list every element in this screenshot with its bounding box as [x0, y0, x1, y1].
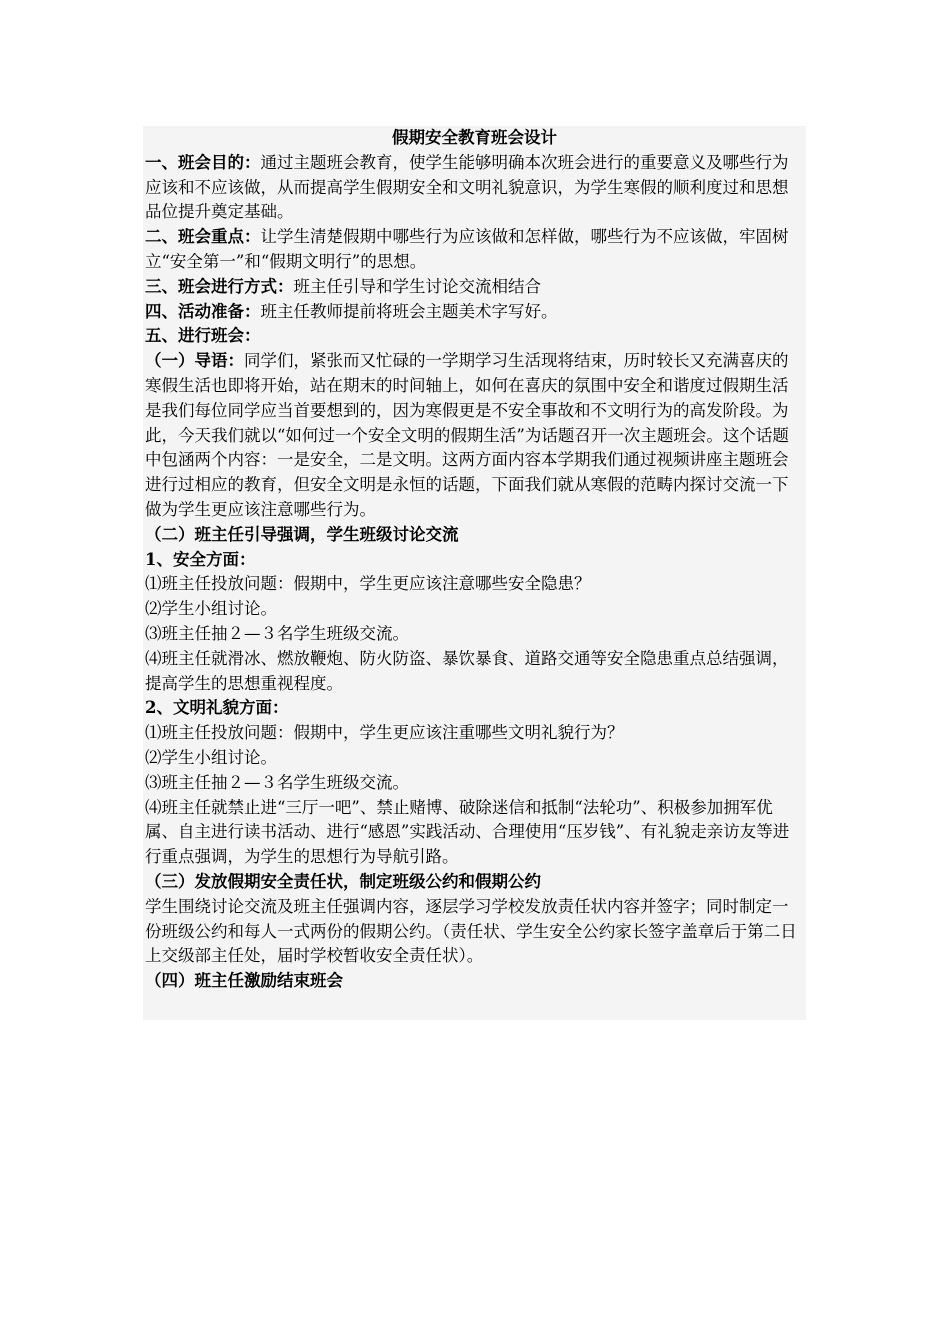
purpose-label: 一、班会目的： — [145, 152, 261, 172]
focus-paragraph — [145, 225, 804, 275]
safety-heading: 1、安全方面： — [145, 549, 256, 569]
safety-item-2: ⑵学生小组讨论。 — [145, 599, 277, 619]
purpose-text: 通过主题班会教育，使学生能够明确本次班会进行的重要意义及哪些行为应该和不应该做，从而提高学生假期安全和文明礼貌意识，为学生寒假的顺利度过和思想品位提升奠定基础。 — [145, 152, 789, 222]
intro-paragraph — [145, 349, 804, 523]
safety-item-4: ⑷班主任就滑冰、燃放鞭炮、防火防盗、暴饮暴食、道路交通等安全隐患重点总结强调，提高学生的思想重视程度。 — [145, 648, 789, 693]
civility-item-3: ⑶班主任抽２—３名学生班级交流。 — [145, 772, 409, 792]
document-title: 假期安全教育班会设计 — [392, 128, 557, 147]
civility-item-2: ⑵学生小组讨论。 — [145, 747, 277, 767]
document-body — [143, 126, 806, 1020]
part4-heading: （四）班主任激励结束班会 — [145, 971, 343, 991]
method-label: 三、班会进行方式： — [145, 276, 294, 296]
proceed-heading: 五、进行班会： — [145, 326, 261, 346]
civility-item-1: ⑴班主任投放问题：假期中，学生更应该注重哪些文明礼貌行为？ — [145, 723, 624, 743]
purpose-paragraph — [145, 151, 804, 225]
prep-paragraph — [145, 300, 804, 325]
prep-label: 四、活动准备： — [145, 301, 261, 321]
method-paragraph — [145, 275, 804, 300]
safety-item-1: ⑴班主任投放问题：假期中，学生更应该注意哪些安全隐患？ — [145, 574, 591, 594]
safety-item-3: ⑶班主任抽２—３名学生班级交流。 — [145, 623, 409, 643]
focus-label: 二、班会重点： — [145, 227, 261, 247]
part3-text: 学生围绕讨论交流及班主任强调内容，逐层学习学校发放责任状内容并签字；同时制定一份班级公约和每人一式两份的假期公约。（责任状、学生安全公约家长签字盖章后于第二日上交级部主任处，届时学校暂收安全责任状）。 — [145, 896, 797, 966]
intro-text: 同学们，紧张而又忙碌的一学期学习生活现将结束，历时较长又充满喜庆的寒假生活也即将开始，站在期末的时间轴上，如何在喜庆的氛围中安全和谐度过假期生活是我们每位同学应当首要想到的，因为寒假更是不安全事故和不文明行为的高发阶段。为此，今天我们就以“如何过一个安全文明的假期生活”为话题召开一次主题班会。这个话题中包涵两个内容：一是安全，二是文明。这两方面内容本学期我们通过视频讲座主题班会进行过相应的教育，但安全文明是永恒的话题，下面我们就从寒假的范畴内探讨交流一下做为学生更应该注意哪些行为。 — [145, 351, 789, 519]
intro-label: （一）导语： — [145, 351, 244, 371]
part3-heading: （三）发放假期安全责任状，制定班级公约和假期公约 — [145, 871, 541, 891]
civility-heading: 2、文明礼貌方面： — [145, 698, 289, 718]
civility-item-4: ⑷班主任就禁止进“三厅一吧”、禁止赌博、破除迷信和抵制“法轮功”、积极参加拥军优属、自主进行读书活动、进行“感恩”实践活动、合理使用“压岁钱”、有礼貌走亲访友等进行重点强调，为学生的思想行为导航引路。 — [145, 797, 790, 867]
prep-text: 班主任教师提前将班会主题美术字写好。 — [260, 301, 558, 321]
part2-heading: （二）班主任引导强调，学生班级讨论交流 — [145, 524, 459, 544]
focus-text: 让学生清楚假期中哪些行为应该做和怎样做，哪些行为不应该做，牢固树立“安全第一”和“假期文明行”的思想。 — [145, 227, 789, 271]
method-text: 班主任引导和学生讨论交流相结合 — [293, 276, 541, 296]
